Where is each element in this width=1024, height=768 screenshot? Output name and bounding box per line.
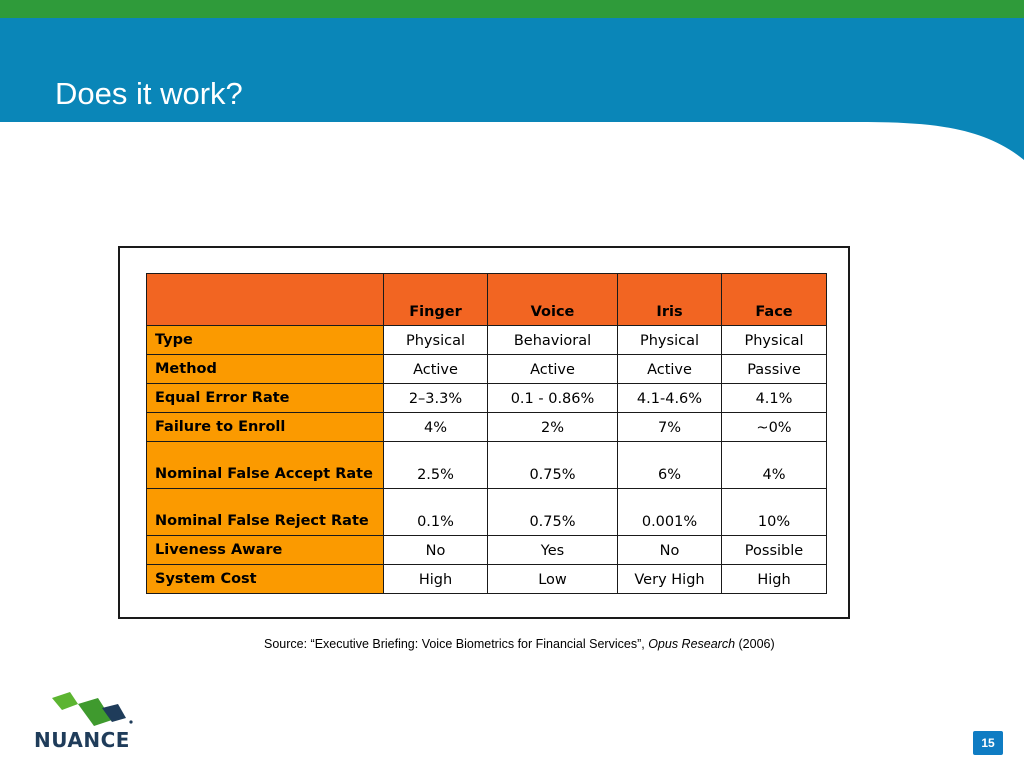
- source-citation: [264, 637, 775, 651]
- column-header-finger: Finger: [384, 274, 488, 326]
- source-prefix: Source: “Executive Briefing: Voice Biometrics for Financial Services”,: [264, 637, 649, 651]
- table-cell: Low: [488, 565, 618, 594]
- table-cell: 0.001%: [618, 489, 722, 536]
- table-row: [147, 413, 827, 442]
- table-cell: Behavioral: [488, 326, 618, 355]
- table-cell: Passive: [722, 355, 827, 384]
- table-cell: 4%: [722, 442, 827, 489]
- row-label-equal-error-rate: Equal Error Rate: [147, 384, 384, 413]
- source-year: (2006): [735, 637, 775, 651]
- table-cell: 4%: [384, 413, 488, 442]
- table-cell: 2.5%: [384, 442, 488, 489]
- table-cell: Possible: [722, 536, 827, 565]
- table-corner-cell: [147, 274, 384, 326]
- table-cell: 4.1%: [722, 384, 827, 413]
- table-cell: Active: [618, 355, 722, 384]
- table-cell: No: [384, 536, 488, 565]
- table-cell: 6%: [618, 442, 722, 489]
- page-number-badge: 15: [973, 731, 1003, 755]
- column-header-face: Face: [722, 274, 827, 326]
- table-cell: Physical: [618, 326, 722, 355]
- table-row: [147, 442, 827, 489]
- table-row: [147, 355, 827, 384]
- row-label-method: Method: [147, 355, 384, 384]
- table-row: [147, 565, 827, 594]
- table-cell: Yes: [488, 536, 618, 565]
- comparison-table: [146, 273, 827, 594]
- table-cell: 2%: [488, 413, 618, 442]
- table-cell: High: [722, 565, 827, 594]
- row-label-nominal-false-accept-rate: Nominal False Accept Rate: [147, 442, 384, 489]
- table-cell: Active: [488, 355, 618, 384]
- row-label-nominal-false-reject-rate: Nominal False Reject Rate: [147, 489, 384, 536]
- table-cell: 0.75%: [488, 489, 618, 536]
- table-row: [147, 384, 827, 413]
- table-cell: Physical: [384, 326, 488, 355]
- table-cell: 0.75%: [488, 442, 618, 489]
- table-cell: High: [384, 565, 488, 594]
- table-row: [147, 326, 827, 355]
- row-label-liveness-aware: Liveness Aware: [147, 536, 384, 565]
- table-cell: ~0%: [722, 413, 827, 442]
- table-row: [147, 536, 827, 565]
- column-header-iris: Iris: [618, 274, 722, 326]
- row-label-type: Type: [147, 326, 384, 355]
- nuance-logo-icon: [48, 690, 138, 730]
- table-row: [147, 489, 827, 536]
- logo-wordmark: NUANCE: [34, 728, 130, 752]
- row-label-failure-to-enroll: Failure to Enroll: [147, 413, 384, 442]
- table-frame: [118, 246, 850, 619]
- column-header-voice: Voice: [488, 274, 618, 326]
- source-publisher: Opus Research: [648, 637, 736, 651]
- table-cell: 4.1-4.6%: [618, 384, 722, 413]
- slide-title: Does it work?: [55, 76, 243, 111]
- table-cell: 0.1%: [384, 489, 488, 536]
- table-cell: Very High: [618, 565, 722, 594]
- table-header-row: [147, 274, 827, 326]
- table-cell: No: [618, 536, 722, 565]
- nuance-logo: [34, 690, 134, 750]
- table-cell: 10%: [722, 489, 827, 536]
- table-cell: 7%: [618, 413, 722, 442]
- table-cell: 0.1 - 0.86%: [488, 384, 618, 413]
- table-cell: Physical: [722, 326, 827, 355]
- table-cell: 2–3.3%: [384, 384, 488, 413]
- row-label-system-cost: System Cost: [147, 565, 384, 594]
- table-cell: Active: [384, 355, 488, 384]
